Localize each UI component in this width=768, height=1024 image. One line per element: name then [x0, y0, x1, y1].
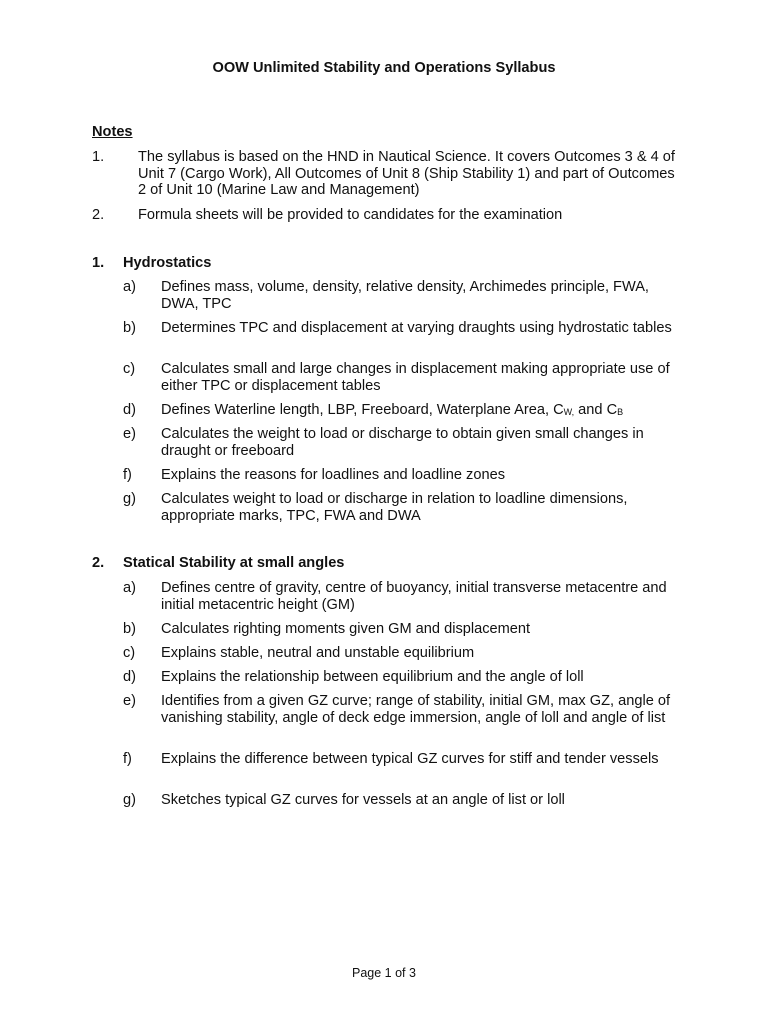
item-text: Calculates righting moments given GM and displacement: [161, 621, 531, 637]
list-item: [123, 693, 683, 726]
section-heading: [92, 555, 344, 572]
list-item: [123, 361, 683, 394]
list-item: [123, 645, 683, 662]
section-heading: [92, 255, 211, 272]
item-letter: b): [123, 621, 136, 637]
item-text: Calculates the weight to load or discharge to obtain given small changes in draught or freeboard: [161, 426, 644, 459]
item-text: Determines TPC and displacement at varying draughts using hydrostatic tables: [161, 320, 672, 336]
item-letter: e): [123, 693, 136, 709]
note-item: [92, 207, 682, 224]
item-letter: c): [123, 361, 136, 377]
item-letter: f): [123, 467, 132, 483]
note-text: The syllabus is based on the HND in Nautical Science. It covers Outcomes 3 & 4 of Unit 7 (Cargo Work), All Outcomes of Unit 8 (Ship Stability 1) and part of Outcomes 2 of Unit 10 (Marine Law and Management): [138, 149, 675, 198]
item-text: Explains the reasons for loadlines and loadline zones: [161, 467, 505, 483]
subscript-b: B: [617, 407, 624, 417]
section-title: Statical Stability at small angles: [123, 555, 345, 571]
note-item: [92, 149, 682, 199]
list-item: [123, 792, 683, 809]
list-item: [123, 467, 683, 484]
note-number: 1.: [92, 149, 105, 165]
item-letter: g): [123, 792, 136, 808]
item-text: Calculates weight to load or discharge in relation to loadline dimensions, appropriate marks, TPC, FWA and DWA: [161, 491, 628, 524]
item-text-mid: and C: [574, 402, 618, 418]
section-number: 2.: [92, 555, 105, 571]
list-item: [123, 621, 683, 638]
item-letter: b): [123, 320, 136, 336]
section-number: 1.: [92, 255, 105, 271]
item-text: Explains the difference between typical GZ curves for stiff and tender vessels: [161, 751, 659, 767]
item-letter: g): [123, 491, 136, 507]
item-text: Identifies from a given GZ curve; range of stability, initial GM, max GZ, angle of vanishing stability, angle of deck edge immersion, angle of loll and angle of list: [161, 693, 671, 726]
subscript-w: W,: [563, 407, 575, 417]
list-item: [123, 669, 683, 686]
list-item: [123, 279, 683, 312]
item-text: Defines mass, volume, density, relative density, Archimedes principle, FWA, DWA, TPC: [161, 279, 649, 312]
item-letter: f): [123, 751, 132, 767]
list-item: [123, 320, 683, 337]
note-number: 2.: [92, 207, 105, 223]
item-text: Explains the relationship between equilibrium and the angle of loll: [161, 669, 584, 685]
item-text: Explains stable, neutral and unstable equilibrium: [161, 645, 475, 661]
list-item: [123, 402, 683, 420]
list-item: [123, 580, 683, 613]
item-text: Defines centre of gravity, centre of buoyancy, initial transverse metacentre and initial metacentric height (GM): [161, 580, 667, 613]
item-letter: d): [123, 669, 136, 685]
item-text: [161, 402, 683, 420]
list-item: [123, 751, 683, 768]
page-footer: Page 1 of 3: [352, 966, 416, 980]
list-item: [123, 426, 683, 459]
item-letter: a): [123, 580, 136, 596]
page-title: OOW Unlimited Stability and Operations Syllabus: [212, 60, 556, 76]
item-letter: a): [123, 279, 136, 295]
item-text: Calculates small and large changes in displacement making appropriate use of either TPC or displacement tables: [161, 361, 670, 394]
section-title: Hydrostatics: [123, 255, 212, 271]
item-text-main: Defines Waterline length, LBP, Freeboard, Waterplane Area, C: [161, 402, 564, 418]
item-letter: e): [123, 426, 136, 442]
item-letter: d): [123, 402, 136, 418]
item-letter: c): [123, 645, 136, 661]
notes-heading: Notes: [92, 124, 133, 140]
note-text: Formula sheets will be provided to candidates for the examination: [138, 207, 563, 223]
list-item: [123, 491, 683, 524]
item-text: Sketches typical GZ curves for vessels at an angle of list or loll: [161, 792, 565, 808]
